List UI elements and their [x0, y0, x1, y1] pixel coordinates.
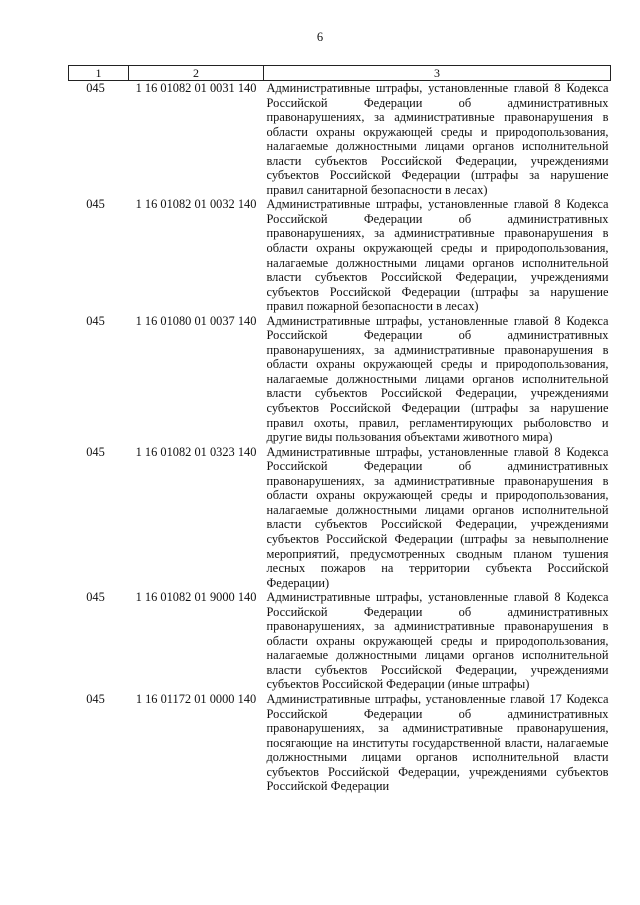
budget-code-cell: 1 16 01080 01 0037 140 [135, 313, 257, 328]
budget-code-cell: 1 16 01082 01 0031 140 [135, 81, 257, 95]
budget-code-cell: 1 16 01172 01 0000 140 [135, 691, 257, 706]
admin-code-cell: 045 [86, 197, 105, 212]
admin-code-cell: 045 [86, 590, 105, 605]
description-cell: Административные штрафы, установленные главой 8 Кодекса Российской Федерации об административных правонарушениях, за административные правонарушения в области охраны окружающей среды и природопользования, налагаемые должностными лицами органов исполнительной власти субъектов Российской Федерации, учреждениями субъектов Российской Федерации (штрафы за нарушение правил пожарной безопасности в лесах) [266, 197, 609, 314]
table-row [69, 692, 611, 794]
budget-code-cell: 1 16 01082 01 0032 140 [135, 197, 257, 212]
admin-code-cell: 045 [86, 691, 105, 706]
budget-code-cell: 1 16 01082 01 9000 140 [135, 590, 257, 605]
admin-code-cell: 045 [86, 81, 105, 95]
description-cell: Административные штрафы, установленные главой 8 Кодекса Российской Федерации об административных правонарушениях, за административные правонарушения в области охраны окружающей среды и природопользования, налагаемые должностными лицами органов исполнительной власти субъектов Российской Федерации, учреждениями субъектов Российской Федерации (иные штрафы) [266, 590, 609, 692]
budget-codes-table [68, 65, 611, 794]
header-col-1: 1 [69, 66, 129, 81]
table-row [69, 81, 611, 198]
budget-code-cell: 1 16 01082 01 0323 140 [135, 444, 257, 459]
table-row [69, 590, 611, 692]
table-header [69, 66, 611, 81]
header-col-2: 2 [129, 66, 264, 81]
description-cell: Административные штрафы, установленные главой 8 Кодекса Российской Федерации об административных правонарушениях, за административные правонарушения в области охраны окружающей среды и природопользования, налагаемые должностными лицами органов исполнительной власти субъектов Российской Федерации, учреждениями субъектов Российской Федерации (штрафы за невыполнение мероприятий, предусмотренных сводным планом тушения лесных пожаров на территории субъекта Российской Федерации) [266, 444, 609, 590]
table-row [69, 197, 611, 313]
page-number: 6 [316, 30, 324, 44]
description-cell: Административные штрафы, установленные главой 17 Кодекса Российской Федерации об административных правонарушениях, за административные правонарушения, посягающие на институты государственной власти, налагаемые должностными лицами органов исполнительной власти субъектов Российской Федерации, учреждениями субъектов Российской Федерации [266, 691, 609, 794]
description-cell: Административные штрафы, установленные главой 8 Кодекса Российской Федерации об административных правонарушениях, за административные правонарушения в области охраны окружающей среды и природопользования, налагаемые должностными лицами органов исполнительной власти субъектов Российской Федерации, учреждениями субъектов Российской Федерации (штрафы за нарушение правил охоты, правил, регламентирующих рыболовство и другие виды пользования объектами животного мира) [266, 313, 609, 445]
table-row [69, 445, 611, 590]
table-row [69, 314, 611, 445]
admin-code-cell: 045 [86, 444, 105, 459]
description-cell: Административные штрафы, установленные главой 8 Кодекса Российской Федерации об административных правонарушениях, за административные правонарушения в области охраны окружающей среды и природопользования, налагаемые должностными лицами органов исполнительной власти субъектов Российской Федерации, учреждениями субъектов Российской Федерации (штрафы за нарушение правил санитарной безопасности в лесах) [266, 81, 609, 197]
header-col-3: 3 [264, 66, 611, 81]
table-body [69, 81, 611, 794]
header-row [69, 66, 611, 81]
admin-code-cell: 045 [86, 313, 105, 328]
